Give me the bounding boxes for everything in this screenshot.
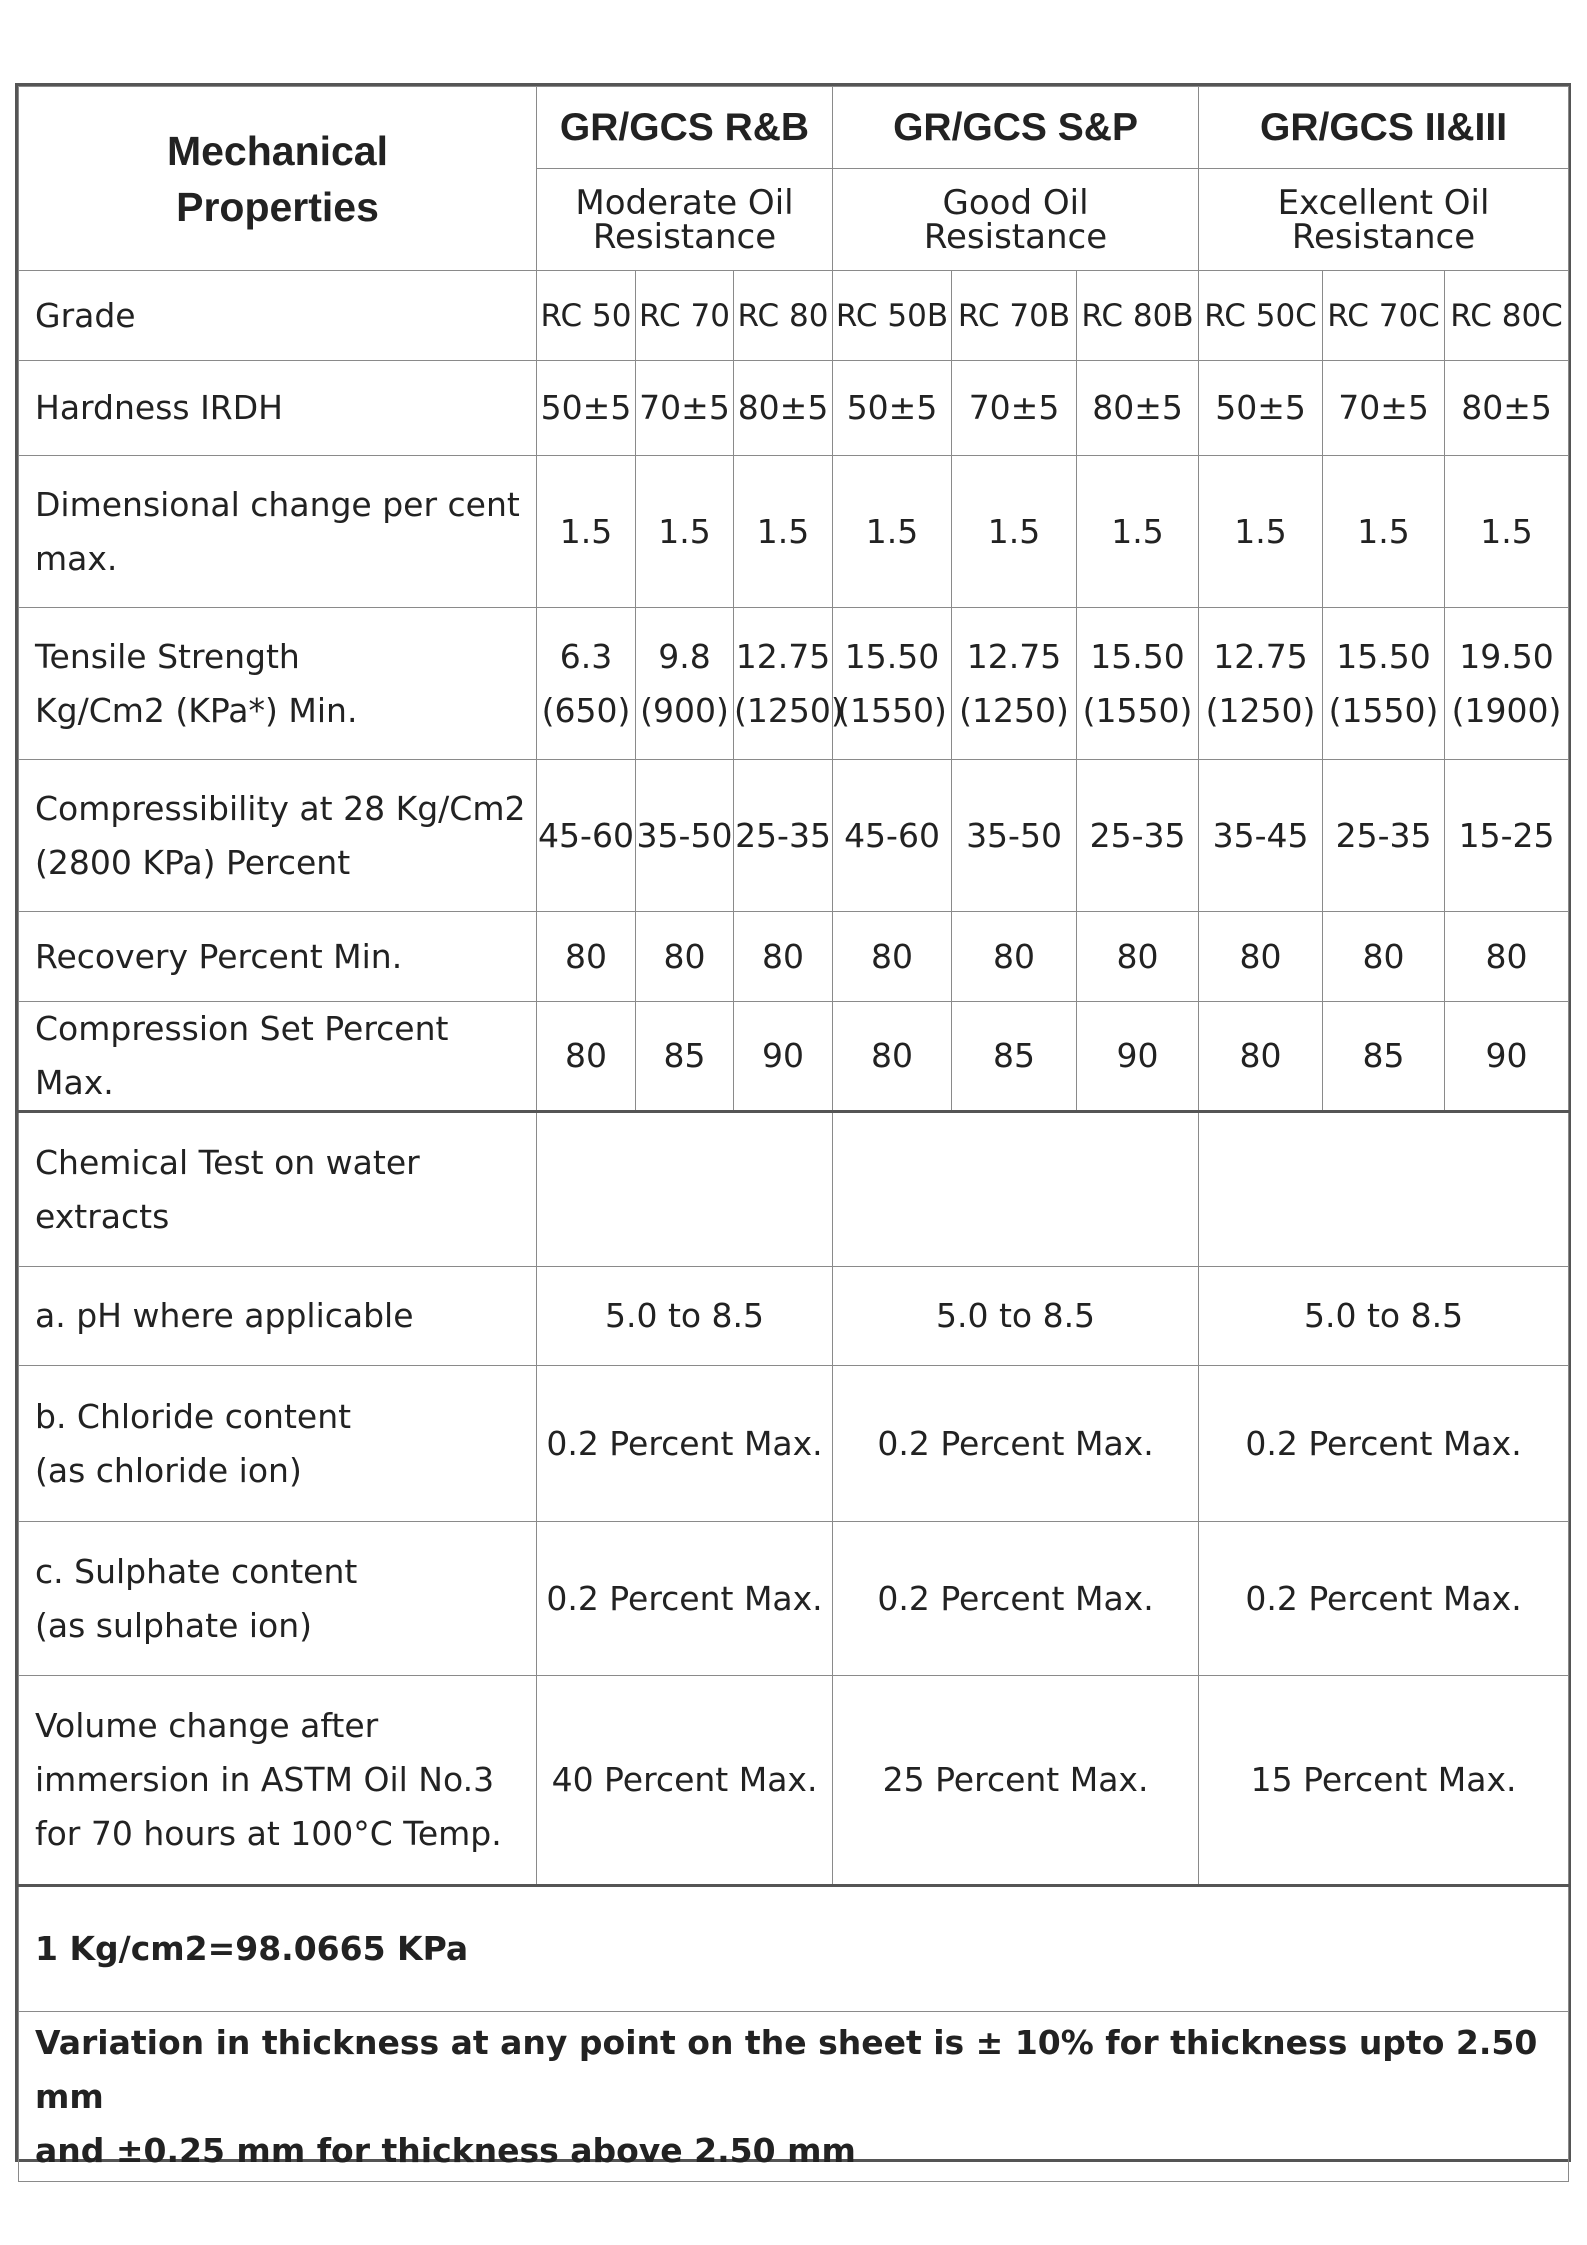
value-secondary: (1550) bbox=[1082, 690, 1193, 730]
value-cell: 1.5 bbox=[1323, 456, 1445, 608]
grade-cell: RC 70 bbox=[636, 271, 734, 361]
hardness-row bbox=[19, 361, 1569, 456]
value-cell bbox=[1323, 608, 1445, 760]
value-cell: 80 bbox=[833, 1002, 952, 1112]
value-cell: 80±5 bbox=[1077, 361, 1199, 456]
dimensional-change-label bbox=[19, 456, 537, 608]
value-cell: 35-50 bbox=[952, 760, 1077, 912]
value-primary: 15.50 bbox=[1336, 636, 1431, 676]
group-iiiii-resistance bbox=[1199, 169, 1569, 271]
volume-change-label bbox=[19, 1676, 537, 1886]
grade-label: Grade bbox=[19, 271, 537, 361]
value-cell bbox=[833, 608, 952, 760]
grade-cell: RC 50B bbox=[833, 271, 952, 361]
sulphate-row bbox=[19, 1522, 1569, 1676]
label-line-1: b. Chloride content bbox=[35, 1396, 352, 1436]
value-cell: 0.2 Percent Max. bbox=[1199, 1522, 1569, 1676]
group-iiiii-header: GR/GCS II&III bbox=[1199, 87, 1569, 169]
value-cell: 70±5 bbox=[1323, 361, 1445, 456]
empty-cell bbox=[833, 1112, 1199, 1267]
thickness-note-row bbox=[19, 2012, 1569, 2182]
label-line-1: c. Sulphate content bbox=[35, 1551, 358, 1591]
value-cell: 5.0 to 8.5 bbox=[537, 1267, 833, 1366]
grade-cell: RC 50C bbox=[1199, 271, 1323, 361]
grade-cell: RC 80C bbox=[1445, 271, 1569, 361]
label-line-1: Dimensional change per cent bbox=[35, 484, 520, 524]
value-cell: 70±5 bbox=[952, 361, 1077, 456]
resistance-line-1: Good Oil bbox=[942, 182, 1089, 223]
label-line-1: Tensile Strength bbox=[35, 636, 300, 676]
value-cell: 80 bbox=[537, 912, 636, 1002]
value-cell: 25-35 bbox=[1323, 760, 1445, 912]
value-cell: 1.5 bbox=[1445, 456, 1569, 608]
value-cell: 35-45 bbox=[1199, 760, 1323, 912]
conversion-row bbox=[19, 1886, 1569, 2012]
dimensional-change-row bbox=[19, 456, 1569, 608]
label-line-2: immersion in ASTM Oil No.3 bbox=[35, 1760, 495, 1799]
value-cell bbox=[1077, 608, 1199, 760]
value-cell: 50±5 bbox=[1199, 361, 1323, 456]
resistance-line-1: Moderate Oil bbox=[575, 182, 794, 223]
grade-cell: RC 70B bbox=[952, 271, 1077, 361]
resistance-line-2: Resistance bbox=[923, 216, 1108, 257]
chemical-test-label bbox=[19, 1112, 537, 1267]
value-secondary: (1250) bbox=[1205, 690, 1316, 730]
value-primary: 19.50 bbox=[1459, 636, 1554, 676]
value-secondary: (1250) bbox=[734, 690, 844, 730]
value-cell: 80 bbox=[1323, 912, 1445, 1002]
value-cell: 0.2 Percent Max. bbox=[537, 1366, 833, 1522]
label-line-2: (2800 KPa) Percent bbox=[35, 842, 351, 882]
value-cell: 0.2 Percent Max. bbox=[833, 1522, 1199, 1676]
value-primary: 9.8 bbox=[658, 636, 711, 676]
value-cell: 5.0 to 8.5 bbox=[1199, 1267, 1569, 1366]
label-line-1: Compressibility at 28 Kg/Cm2 bbox=[35, 788, 526, 828]
label-line-2: max. bbox=[35, 538, 118, 578]
value-cell: 80 bbox=[537, 1002, 636, 1112]
value-cell: 45-60 bbox=[537, 760, 636, 912]
ph-row bbox=[19, 1267, 1569, 1366]
value-secondary: (1550) bbox=[837, 690, 947, 730]
sulphate-label bbox=[19, 1522, 537, 1676]
label-line-2: (as chloride ion) bbox=[35, 1450, 302, 1490]
note-line-1: Variation in thickness at any point on the sheet is ± 10% for thickness upto 2.50 mm bbox=[35, 2022, 1538, 2116]
value-primary: 12.75 bbox=[735, 636, 831, 676]
value-cell: 80 bbox=[1199, 912, 1323, 1002]
value-secondary: (1550) bbox=[1328, 690, 1439, 730]
grade-cell: RC 70C bbox=[1323, 271, 1445, 361]
value-cell: 80 bbox=[1199, 1002, 1323, 1112]
mechanical-properties-heading bbox=[19, 87, 537, 271]
grade-cell: RC 80B bbox=[1077, 271, 1199, 361]
value-cell: 1.5 bbox=[636, 456, 734, 608]
grade-row bbox=[19, 271, 1569, 361]
value-cell: 25-35 bbox=[1077, 760, 1199, 912]
group-rb-header: GR/GCS R&B bbox=[537, 87, 833, 169]
value-cell: 0.2 Percent Max. bbox=[537, 1522, 833, 1676]
value-cell: 0.2 Percent Max. bbox=[833, 1366, 1199, 1522]
value-cell: 80 bbox=[636, 912, 734, 1002]
value-cell: 0.2 Percent Max. bbox=[1199, 1366, 1569, 1522]
value-cell bbox=[1445, 608, 1569, 760]
heading-line-2: Properties bbox=[176, 183, 379, 230]
empty-cell bbox=[1199, 1112, 1569, 1267]
tensile-strength-row bbox=[19, 608, 1569, 760]
resistance-line-2: Resistance bbox=[592, 216, 777, 257]
conversion-note: 1 Kg/cm2=98.0665 KPa bbox=[19, 1886, 1569, 2012]
value-cell: 25 Percent Max. bbox=[833, 1676, 1199, 1886]
value-secondary: (1250) bbox=[959, 690, 1069, 730]
thickness-variation-note bbox=[19, 2012, 1569, 2182]
value-cell: 80 bbox=[1445, 912, 1569, 1002]
value-cell: 80±5 bbox=[734, 361, 833, 456]
value-cell: 50±5 bbox=[537, 361, 636, 456]
value-cell: 90 bbox=[1445, 1002, 1569, 1112]
value-secondary: (900) bbox=[640, 690, 729, 730]
group-sp-header: GR/GCS S&P bbox=[833, 87, 1199, 169]
chemical-test-heading-row bbox=[19, 1112, 1569, 1267]
tensile-strength-label bbox=[19, 608, 537, 760]
chloride-label bbox=[19, 1366, 537, 1522]
recovery-label: Recovery Percent Min. bbox=[19, 912, 537, 1002]
label-line-1: Volume change after bbox=[35, 1706, 379, 1745]
value-cell: 90 bbox=[1077, 1002, 1199, 1112]
value-cell: 85 bbox=[1323, 1002, 1445, 1112]
value-cell: 35-50 bbox=[636, 760, 734, 912]
label-line-2: extracts bbox=[35, 1196, 170, 1236]
label-line-2: Kg/Cm2 (KPa*) Min. bbox=[35, 690, 358, 730]
hardness-label: Hardness IRDH bbox=[19, 361, 537, 456]
chloride-row bbox=[19, 1366, 1569, 1522]
value-primary: 15.50 bbox=[844, 636, 940, 676]
value-cell bbox=[1199, 608, 1323, 760]
resistance-line-1: Excellent Oil bbox=[1277, 182, 1490, 223]
value-cell: 80 bbox=[833, 912, 952, 1002]
value-cell: 80±5 bbox=[1445, 361, 1569, 456]
value-cell: 80 bbox=[952, 912, 1077, 1002]
value-cell: 1.5 bbox=[833, 456, 952, 608]
properties-table bbox=[18, 86, 1569, 2182]
label-line-1: Chemical Test on water bbox=[35, 1142, 420, 1182]
value-cell bbox=[537, 608, 636, 760]
value-primary: 6.3 bbox=[559, 636, 613, 676]
value-cell bbox=[734, 608, 844, 760]
value-cell: 80 bbox=[1077, 912, 1199, 1002]
ph-label: a. pH where applicable bbox=[19, 1267, 537, 1366]
header-row-groups bbox=[19, 87, 1569, 169]
value-cell: 90 bbox=[734, 1002, 833, 1112]
value-secondary: (1900) bbox=[1451, 690, 1562, 730]
value-cell: 1.5 bbox=[952, 456, 1077, 608]
compression-set-label: Compression Set Percent Max. bbox=[19, 1002, 537, 1112]
value-primary: 12.75 bbox=[1213, 636, 1308, 676]
compression-set-row bbox=[19, 1002, 1569, 1112]
group-rb-resistance bbox=[537, 169, 833, 271]
value-cell: 70±5 bbox=[636, 361, 734, 456]
label-line-2: (as sulphate ion) bbox=[35, 1605, 313, 1645]
value-cell: 50±5 bbox=[833, 361, 952, 456]
resistance-line-2: Resistance bbox=[1291, 216, 1476, 257]
compressibility-row bbox=[19, 760, 1569, 912]
value-primary: 12.75 bbox=[966, 636, 1062, 676]
value-cell: 15 Percent Max. bbox=[1199, 1676, 1569, 1886]
volume-change-row bbox=[19, 1676, 1569, 1886]
value-cell bbox=[952, 608, 1077, 760]
value-cell: 85 bbox=[952, 1002, 1077, 1112]
grade-cell: RC 80 bbox=[734, 271, 833, 361]
value-cell: 1.5 bbox=[1077, 456, 1199, 608]
recovery-row bbox=[19, 912, 1569, 1002]
value-cell: 15-25 bbox=[1445, 760, 1569, 912]
value-cell: 1.5 bbox=[734, 456, 833, 608]
value-cell: 45-60 bbox=[833, 760, 952, 912]
value-cell: 1.5 bbox=[1199, 456, 1323, 608]
value-cell: 5.0 to 8.5 bbox=[833, 1267, 1199, 1366]
value-primary: 15.50 bbox=[1090, 636, 1185, 676]
heading-line-1: Mechanical bbox=[166, 127, 389, 174]
label-line-3: for 70 hours at 100°C Temp. bbox=[35, 1814, 502, 1853]
value-cell: 40 Percent Max. bbox=[537, 1676, 833, 1886]
properties-sheet bbox=[15, 83, 1571, 2170]
grade-cell: RC 50 bbox=[537, 271, 636, 361]
value-cell: 85 bbox=[636, 1002, 734, 1112]
value-cell: 1.5 bbox=[537, 456, 636, 608]
group-sp-resistance bbox=[833, 169, 1199, 271]
note-line-2: and ±0.25 mm for thickness above 2.50 mm bbox=[35, 2130, 856, 2170]
empty-cell bbox=[537, 1112, 833, 1267]
compressibility-label bbox=[19, 760, 537, 912]
value-cell bbox=[636, 608, 734, 760]
value-cell: 25-35 bbox=[734, 760, 833, 912]
value-secondary: (650) bbox=[541, 690, 631, 730]
value-cell: 80 bbox=[734, 912, 833, 1002]
